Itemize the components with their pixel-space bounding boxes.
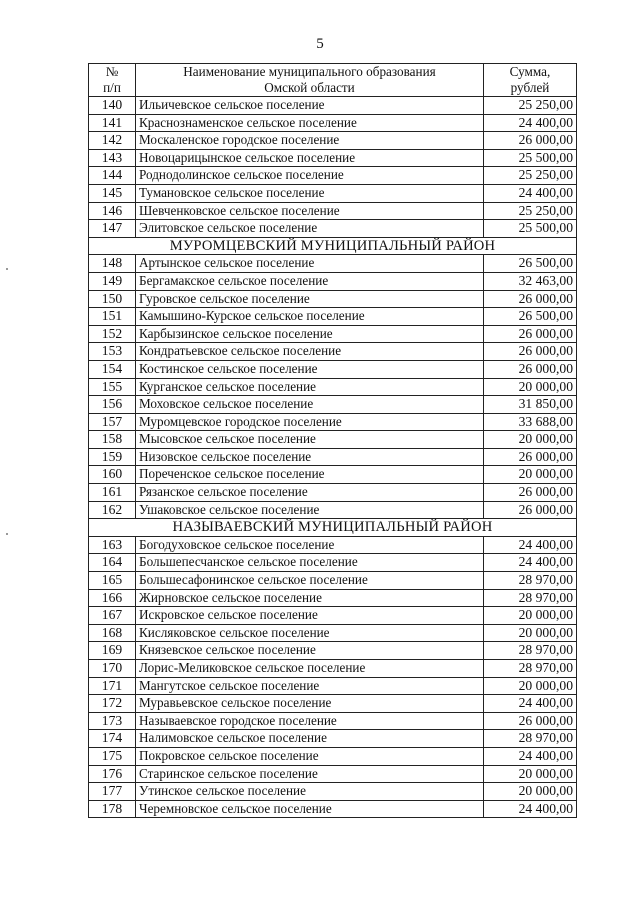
municipality-name: Кондратьевское сельское поселение <box>136 343 484 361</box>
row-amount: 26 500,00 <box>484 308 577 326</box>
municipality-name: Лорис-Меликовское сельское поселение <box>136 660 484 678</box>
row-amount: 28 970,00 <box>484 572 577 590</box>
row-number: 155 <box>89 378 136 396</box>
row-amount: 25 250,00 <box>484 202 577 220</box>
row-number: 154 <box>89 360 136 378</box>
row-number: 164 <box>89 554 136 572</box>
table-row <box>89 677 577 695</box>
table-row <box>89 220 577 238</box>
municipality-name: Мысовское сельское поселение <box>136 431 484 449</box>
municipality-name: Богодуховское сельское поселение <box>136 536 484 554</box>
table-header <box>89 64 577 97</box>
table-row <box>89 747 577 765</box>
header-name-line1: Наименование муниципального образования <box>183 64 436 79</box>
row-amount: 26 000,00 <box>484 360 577 378</box>
municipality-name: Пореченское сельское поселение <box>136 466 484 484</box>
table-row <box>89 308 577 326</box>
header-sum <box>484 64 577 97</box>
municipality-name: Карбызинское сельское поселение <box>136 325 484 343</box>
table-row <box>89 572 577 590</box>
table-row <box>89 783 577 801</box>
municipality-name: Бергамакское сельское поселение <box>136 272 484 290</box>
municipality-name: Курганское сельское поселение <box>136 378 484 396</box>
table-row <box>89 343 577 361</box>
municipality-name: Налимовское сельское поселение <box>136 730 484 748</box>
row-number: 174 <box>89 730 136 748</box>
table-row <box>89 501 577 519</box>
row-amount: 26 500,00 <box>484 255 577 273</box>
row-number: 172 <box>89 695 136 713</box>
row-amount: 20 000,00 <box>484 431 577 449</box>
row-amount: 20 000,00 <box>484 677 577 695</box>
table-row <box>89 660 577 678</box>
municipality-name: Роднодолинское сельское поселение <box>136 167 484 185</box>
municipality-name: Рязанское сельское поселение <box>136 484 484 502</box>
row-number: 157 <box>89 413 136 431</box>
row-number: 147 <box>89 220 136 238</box>
table-row <box>89 589 577 607</box>
table-body <box>89 97 577 818</box>
scan-mark <box>6 268 8 270</box>
table-row <box>89 184 577 202</box>
row-amount: 28 970,00 <box>484 589 577 607</box>
district-title: МУРОМЦЕВСКИЙ МУНИЦИПАЛЬНЫЙ РАЙОН <box>89 237 577 255</box>
table-row <box>89 730 577 748</box>
row-amount: 20 000,00 <box>484 765 577 783</box>
table-row <box>89 448 577 466</box>
row-amount: 26 000,00 <box>484 484 577 502</box>
table-row <box>89 325 577 343</box>
table-row <box>89 114 577 132</box>
row-number: 171 <box>89 677 136 695</box>
municipality-name: Ушаковское сельское поселение <box>136 501 484 519</box>
row-number: 178 <box>89 800 136 818</box>
table-row <box>89 466 577 484</box>
table-row <box>89 712 577 730</box>
header-number-line1: № <box>105 64 119 79</box>
table-row <box>89 642 577 660</box>
municipality-name: Черемновское сельское поселение <box>136 800 484 818</box>
table-row <box>89 360 577 378</box>
row-number: 165 <box>89 572 136 590</box>
municipality-name: Князевское сельское поселение <box>136 642 484 660</box>
municipality-name: Покровское сельское поселение <box>136 747 484 765</box>
row-amount: 24 400,00 <box>484 695 577 713</box>
table-row <box>89 800 577 818</box>
municipality-name: Большепесчанское сельское поселение <box>136 554 484 572</box>
municipality-name: Низовское сельское поселение <box>136 448 484 466</box>
row-number: 150 <box>89 290 136 308</box>
row-amount: 28 970,00 <box>484 660 577 678</box>
district-row <box>89 237 577 255</box>
municipality-name: Кисляковское сельское поселение <box>136 624 484 642</box>
municipality-name: Новоцарицынское сельское поселение <box>136 149 484 167</box>
row-amount: 24 400,00 <box>484 554 577 572</box>
header-sum-line1: Сумма, <box>509 64 551 79</box>
table-row <box>89 167 577 185</box>
table-row <box>89 255 577 273</box>
table-row <box>89 202 577 220</box>
row-number: 142 <box>89 132 136 150</box>
municipality-name: Камышино-Курское сельское поселение <box>136 308 484 326</box>
municipality-name: Шевченковское сельское поселение <box>136 202 484 220</box>
row-number: 141 <box>89 114 136 132</box>
row-amount: 24 400,00 <box>484 536 577 554</box>
row-amount: 31 850,00 <box>484 396 577 414</box>
table-row <box>89 765 577 783</box>
row-amount: 28 970,00 <box>484 730 577 748</box>
row-number: 152 <box>89 325 136 343</box>
table-row <box>89 378 577 396</box>
row-number: 168 <box>89 624 136 642</box>
header-number-line2: п/п <box>103 80 121 95</box>
row-amount: 26 000,00 <box>484 325 577 343</box>
row-number: 143 <box>89 149 136 167</box>
table-row <box>89 431 577 449</box>
municipality-name: Муравьевское сельское поселение <box>136 695 484 713</box>
row-amount: 20 000,00 <box>484 378 577 396</box>
row-number: 159 <box>89 448 136 466</box>
row-number: 149 <box>89 272 136 290</box>
row-amount: 25 250,00 <box>484 167 577 185</box>
row-amount: 32 463,00 <box>484 272 577 290</box>
municipality-name: Гуровское сельское поселение <box>136 290 484 308</box>
row-amount: 25 500,00 <box>484 220 577 238</box>
table-row <box>89 272 577 290</box>
municipality-name: Жирновское сельское поселение <box>136 589 484 607</box>
header-name-line2: Омской области <box>264 80 355 95</box>
municipality-name: Моховское сельское поселение <box>136 396 484 414</box>
row-number: 163 <box>89 536 136 554</box>
row-amount: 25 500,00 <box>484 149 577 167</box>
table-row <box>89 149 577 167</box>
row-number: 177 <box>89 783 136 801</box>
municipality-name: Искровское сельское поселение <box>136 607 484 625</box>
header-name <box>136 64 484 97</box>
row-number: 162 <box>89 501 136 519</box>
table-row <box>89 695 577 713</box>
row-number: 144 <box>89 167 136 185</box>
municipality-name: Утинское сельское поселение <box>136 783 484 801</box>
row-amount: 20 000,00 <box>484 624 577 642</box>
header-sum-line2: рублей <box>510 80 550 95</box>
row-number: 151 <box>89 308 136 326</box>
municipality-name: Старинское сельское поселение <box>136 765 484 783</box>
municipality-name: Называевское городское поселение <box>136 712 484 730</box>
row-amount: 26 000,00 <box>484 448 577 466</box>
row-number: 167 <box>89 607 136 625</box>
row-amount: 26 000,00 <box>484 132 577 150</box>
row-amount: 24 400,00 <box>484 114 577 132</box>
table-row <box>89 554 577 572</box>
municipality-name: Краснознаменское сельское поселение <box>136 114 484 132</box>
municipality-name: Ильичевское сельское поселение <box>136 97 484 115</box>
row-number: 145 <box>89 184 136 202</box>
row-number: 146 <box>89 202 136 220</box>
municipality-name: Тумановское сельское поселение <box>136 184 484 202</box>
row-number: 173 <box>89 712 136 730</box>
district-title: НАЗЫВАЕВСКИЙ МУНИЦИПАЛЬНЫЙ РАЙОН <box>89 519 577 537</box>
table-row <box>89 607 577 625</box>
table-row <box>89 484 577 502</box>
row-number: 153 <box>89 343 136 361</box>
row-amount: 26 000,00 <box>484 343 577 361</box>
row-amount: 20 000,00 <box>484 783 577 801</box>
header-number <box>89 64 136 97</box>
municipality-name: Артынское сельское поселение <box>136 255 484 273</box>
row-amount: 26 000,00 <box>484 290 577 308</box>
table-row <box>89 396 577 414</box>
row-amount: 25 250,00 <box>484 97 577 115</box>
table-row <box>89 624 577 642</box>
scan-mark <box>6 533 8 535</box>
header-row <box>89 64 577 97</box>
table-row <box>89 290 577 308</box>
municipality-name: Мангутское сельское поселение <box>136 677 484 695</box>
row-amount: 24 400,00 <box>484 184 577 202</box>
row-number: 170 <box>89 660 136 678</box>
table-row <box>89 413 577 431</box>
row-amount: 33 688,00 <box>484 413 577 431</box>
district-row <box>89 519 577 537</box>
row-number: 166 <box>89 589 136 607</box>
row-number: 160 <box>89 466 136 484</box>
table-row <box>89 97 577 115</box>
row-number: 175 <box>89 747 136 765</box>
row-amount: 24 400,00 <box>484 800 577 818</box>
municipality-name: Элитовское сельское поселение <box>136 220 484 238</box>
row-amount: 26 000,00 <box>484 712 577 730</box>
municipality-name: Костинское сельское поселение <box>136 360 484 378</box>
subsidy-table <box>88 63 577 818</box>
row-number: 148 <box>89 255 136 273</box>
page-number: 5 <box>316 36 324 52</box>
row-number: 161 <box>89 484 136 502</box>
row-amount: 20 000,00 <box>484 607 577 625</box>
row-amount: 28 970,00 <box>484 642 577 660</box>
row-amount: 20 000,00 <box>484 466 577 484</box>
municipality-name: Большесафонинское сельское поселение <box>136 572 484 590</box>
row-amount: 24 400,00 <box>484 747 577 765</box>
row-number: 169 <box>89 642 136 660</box>
municipality-name: Муромцевское городское поселение <box>136 413 484 431</box>
row-number: 158 <box>89 431 136 449</box>
row-number: 156 <box>89 396 136 414</box>
table-row <box>89 132 577 150</box>
row-number: 176 <box>89 765 136 783</box>
municipality-name: Москаленское городское поселение <box>136 132 484 150</box>
row-number: 140 <box>89 97 136 115</box>
table-row <box>89 536 577 554</box>
row-amount: 26 000,00 <box>484 501 577 519</box>
